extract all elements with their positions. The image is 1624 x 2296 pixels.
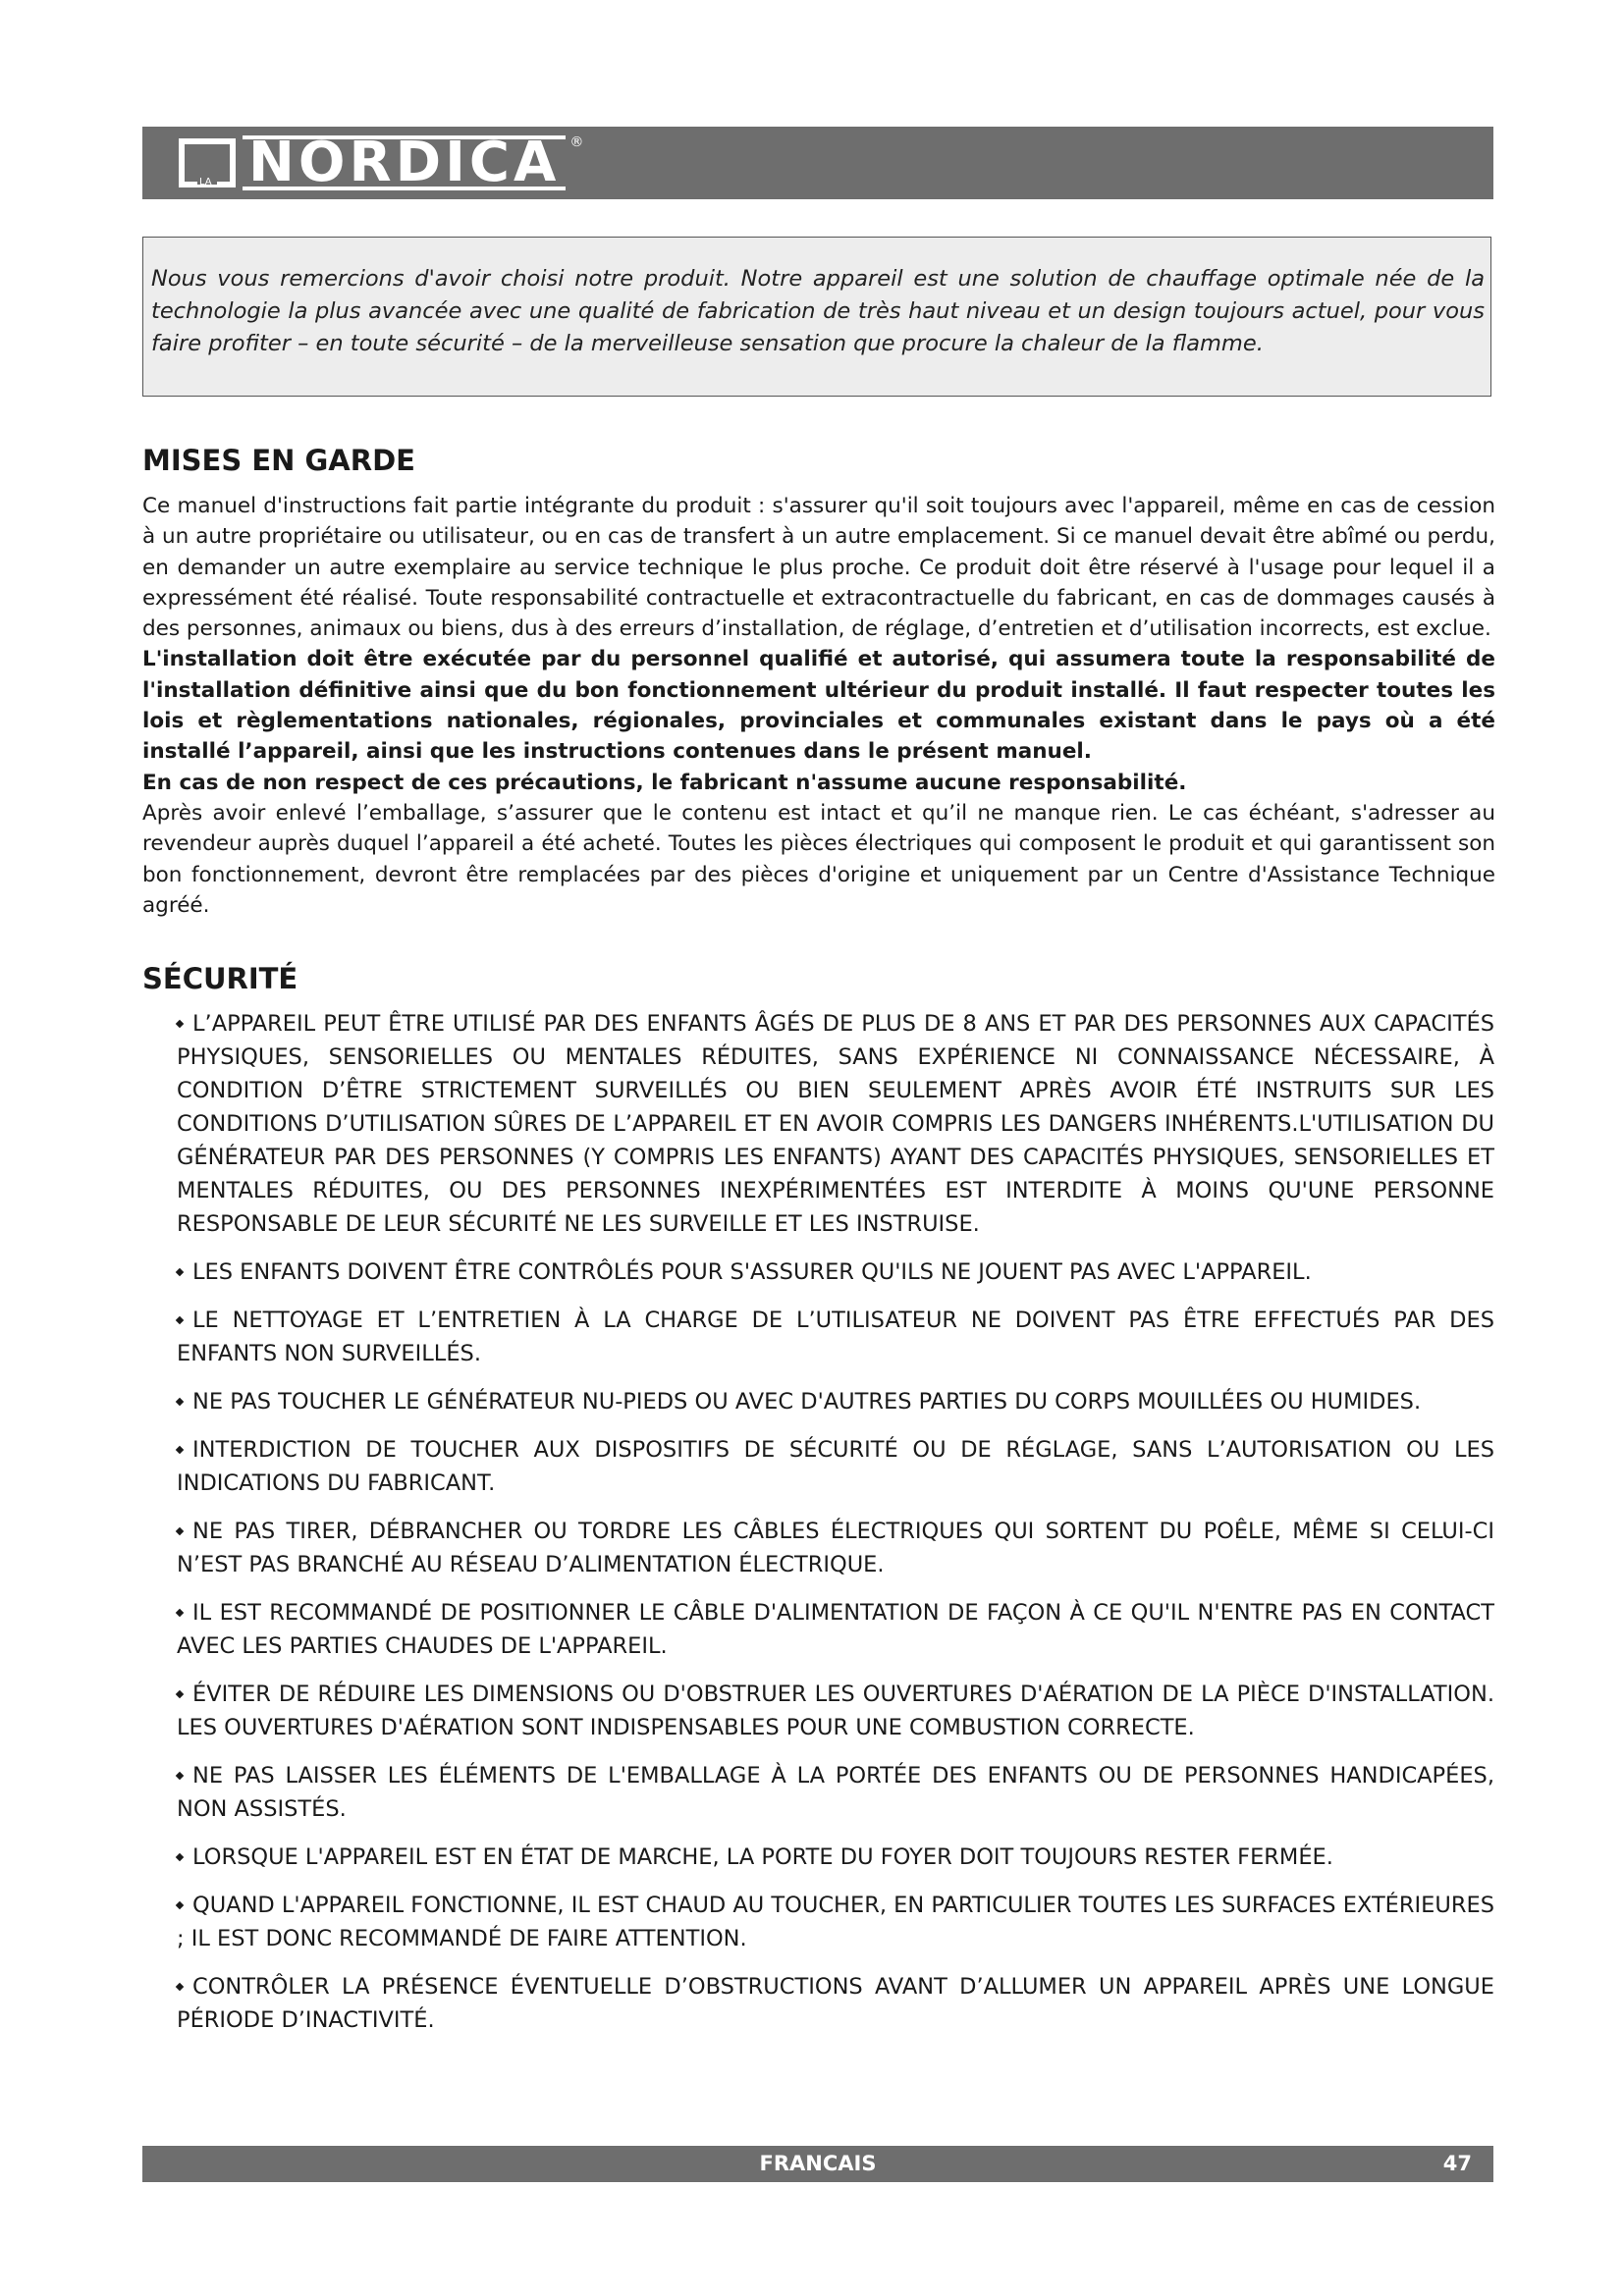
bullet-icon: [176, 1446, 184, 1454]
list-item: IL EST RECOMMANDÉ DE POSITIONNER LE CÂBLE D'ALIMENTATION DE FAÇON À CE QU'IL N'ENTRE PAS EN CONTACT AVEC LES PARTIES CHAUDES DE L'APPAREIL.: [177, 1600, 1494, 1659]
footer-bar: [142, 2146, 1493, 2182]
list-item: LORSQUE L'APPAREIL EST EN ÉTAT DE MARCHE, LA PORTE DU FOYER DOIT TOUJOURS RESTER FERMÉE.: [177, 1841, 1494, 1874]
bullet-icon: [176, 1398, 184, 1406]
bullet-icon: [176, 1020, 184, 1028]
bullet-icon: [176, 1268, 184, 1276]
brand-name: NORDICA: [243, 135, 566, 190]
bullet-icon: [176, 1609, 184, 1617]
list-item: CONTRÔLER LA PRÉSENCE ÉVENTUELLE D’OBSTRUCTIONS AVANT D’ALLUMER UN APPAREIL APRÈS UNE LONGUE PÉRIODE D’INACTIVITÉ.: [177, 1974, 1494, 2033]
list-item: L’APPAREIL PEUT ÊTRE UTILISÉ PAR DES ENFANTS ÂGÉS DE PLUS DE 8 ANS ET PAR DES PERSONNES AUX CAPACITÉS PHYSIQUES, SENSORIELLES OU MENTALES RÉDUITES, SANS EXPÉRIENCE NI CONNAISSANCE NÉCESSAIRE, À CONDITION D’ÊTRE STRICTEMENT SURVEILLÉS OU BIEN SEULEMENT APRÈS AVOIR ÉTÉ INSTRUITS SUR LES CONDITIONS D’UTILISATION SÛRES DE L’APPAREIL ET EN AVOIR COMPRIS LES DANGERS INHÉRENTS.L'UTILISATION DU GÉNÉRATEUR PAR DES PERSONNES (Y COMPRIS LES ENFANTS) AYANT DES CAPACITÉS PHYSIQUES, SENSORIELLES ET MENTALES RÉDUITES, OU DES PERSONNES INEXPÉRIMENTÉES EST INTERDITE À MOINS QU'UNE PERSONNE RESPONSABLE DE LEUR SÉCURITÉ NE LES SURVEILLE ET LES INSTRUISE.: [177, 1011, 1494, 1237]
bullet-icon: [176, 1527, 184, 1535]
list-item: NE PAS TOUCHER LE GÉNÉRATEUR NU-PIEDS OU AVEC D'AUTRES PARTIES DU CORPS MOUILLÉES OU HUMIDES.: [177, 1385, 1494, 1418]
intro-text: Nous vous remercions d'avoir choisi notre produit. Notre appareil est une solution de chauffage optimale née de la technologie la plus avancée avec une qualité de fabrication de très haut niveau et un design toujours actuel, pour vous faire profiter – en toute sécurité – de la merveilleuse sensation que procure la chaleur de la flamme.: [151, 266, 1485, 356]
list-item: ÉVITER DE RÉDUIRE LES DIMENSIONS OU D'OBSTRUER LES OUVERTURES D'AÉRATION DE LA PIÈCE D'INSTALLATION. LES OUVERTURES D'AÉRATION SONT INDISPENSABLES POUR UNE COMBUSTION CORRECTE.: [177, 1682, 1494, 1740]
warnings-paragraph-3: En cas de non respect de ces précautions, le fabricant n'assume aucune responsabilité.: [142, 770, 1187, 795]
nordica-logo-icon: [178, 135, 237, 190]
list-item: INTERDICTION DE TOUCHER AUX DISPOSITIFS DE SÉCURITÉ OU DE RÉGLAGE, SANS L’AUTORISATION OU LES INDICATIONS DU FABRICANT.: [177, 1437, 1494, 1496]
page-number: 47: [1442, 2152, 1472, 2175]
security-list: [177, 1007, 1494, 2052]
bullet-icon: [176, 1983, 184, 1991]
list-item: LES ENFANTS DOIVENT ÊTRE CONTRÔLÉS POUR S'ASSURER QU'ILS NE JOUENT PAS AVEC L'APPAREIL.: [177, 1255, 1494, 1289]
warnings-paragraph-1: Ce manuel d'instructions fait partie intégrante du produit : s'assurer qu'il soit toujours avec l'appareil, même en cas de cession à un autre propriétaire ou utilisateur, ou en cas de transfert à un autre emplacement. Si ce manuel devait être abîmé ou perdu, en demander un autre exemplaire au service technique le plus proche. Ce produit doit être réservé à l'usage pour lequel il a expressément été réalisé. Toute responsabilité contractuelle et extracontractuelle du fabricant, en cas de dommages causés à des personnes, animaux ou biens, dus à des erreurs d’installation, de réglage, d’entretien et d’utilisation incorrects, est exclue.: [142, 494, 1495, 642]
list-item: NE PAS TIRER, DÉBRANCHER OU TORDRE LES CÂBLES ÉLECTRIQUES QUI SORTENT DU POÊLE, MÊME SI CELUI-CI N’EST PAS BRANCHÉ AU RÉSEAU D’ALIMENTATION ÉLECTRIQUE.: [177, 1519, 1494, 1577]
list-item: NE PAS LAISSER LES ÉLÉMENTS DE L'EMBALLAGE À LA PORTÉE DES ENFANTS OU DE PERSONNES HANDICAPÉES, NON ASSISTÉS.: [177, 1763, 1494, 1822]
logo-small-text: LA: [199, 177, 212, 187]
registered-mark: ®: [569, 134, 584, 150]
warnings-title: MISES EN GARDE: [142, 444, 415, 477]
list-item: LE NETTOYAGE ET L’ENTRETIEN À LA CHARGE DE L’UTILISATEUR NE DOIVENT PAS ÊTRE EFFECTUÉS PAR DES ENFANTS NON SURVEILLÉS.: [177, 1308, 1494, 1366]
bullet-icon: [176, 1316, 184, 1324]
bullet-icon: [176, 1853, 184, 1861]
warnings-paragraph-2: L'installation doit être exécutée par du personnel qualifié et autorisé, qui assumera toute la responsabilité de l'installation définitive ainsi que du bon fonctionnement ultérieur du produit installé. Il faut respecter toutes les lois et règlementations nationales, régionales, provinciales et communales existant dans le pays où a été installé l’appareil, ainsi que les instructions contenues dans le présent manuel.: [142, 647, 1495, 765]
warnings-body: [142, 491, 1495, 921]
bullet-icon: [176, 1690, 184, 1698]
header-bar: [142, 127, 1493, 199]
footer-language: FRANCAIS: [759, 2152, 877, 2175]
security-title: SÉCURITÉ: [142, 962, 298, 995]
bullet-icon: [176, 1901, 184, 1909]
list-item: QUAND L'APPAREIL FONCTIONNE, IL EST CHAUD AU TOUCHER, EN PARTICULIER TOUTES LES SURFACES EXTÉRIEURES ; IL EST DONC RECOMMANDÉ DE FAIRE ATTENTION.: [177, 1893, 1494, 1951]
bullet-icon: [176, 1772, 184, 1780]
brand-logo: [178, 131, 584, 194]
warnings-paragraph-4: Après avoir enlevé l’emballage, s’assurer que le contenu est intact et qu’il ne manque rien. Le cas échéant, s'adresser au revendeur auprès duquel l’appareil a été acheté. Toutes les pièces électriques qui composent le produit et qui garantissent son bon fonctionnement, devront être remplacées par des pièces d'origine et uniquement par un Centre d'Assistance Technique agréé.: [142, 800, 1495, 918]
intro-box: [142, 237, 1491, 397]
